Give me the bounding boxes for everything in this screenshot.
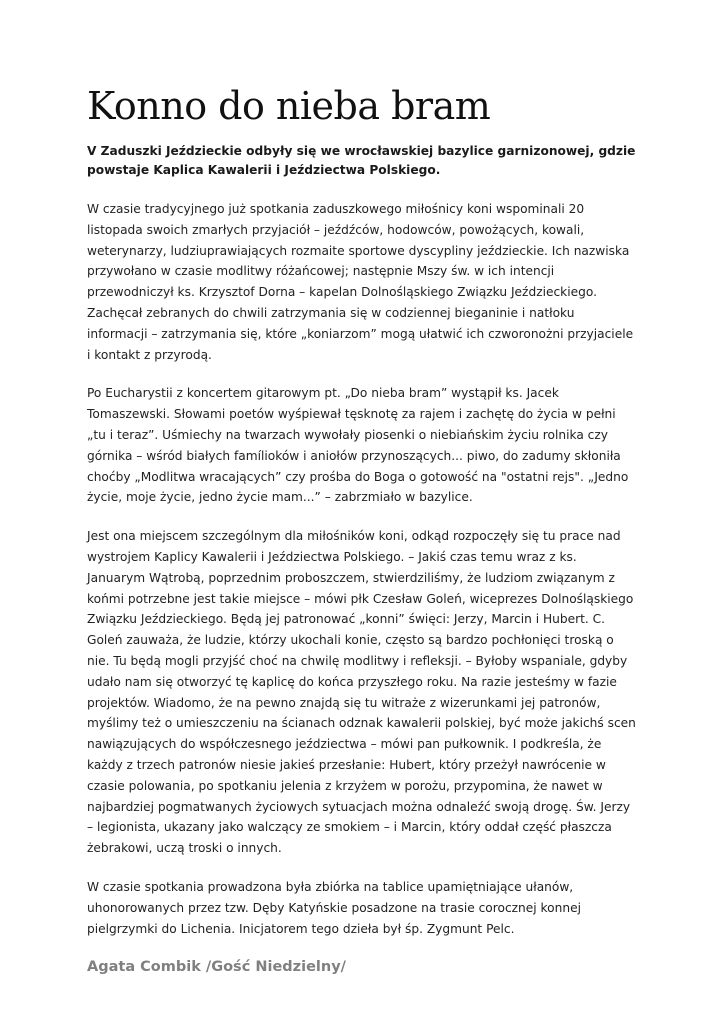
article-paragraph-4: W czasie spotkania prowadzona była zbiórka na tablice upamiętniające ułanów, uhonorowanych przez tzw. Dęby Katyńskie posadzone na trasie corocznej konnej pielgrzymki do Lichenia. Inicjatorem tego dzieła był śp. Zygmunt Pelc. [87, 879, 581, 936]
article-paragraph-3: Jest ona miejscem szczególnym dla miłośników koni, odkąd rozpoczęły się tu prace nad wystrojem Kaplicy Kawalerii i Jeździectwa Polskiego. – Jakiś czas temu wraz z ks. Januarym Wątrobą, poprzednim proboszczem, stwierdziliśmy, że ludziom związanym z końmi potrzebne jest takie miejsce – mówi płk Czesław Goleń, wiceprezes Dolnośląskiego Związku Jeździeckiego. Będą jej patronować „konni” święci: Jerzy, Marcin i Hubert. C. Goleń zauważa, że ludzie, którzy ukochali konie, często są bardzo pochłonięci troską o nie. Tu będą mogli przyjść choć na chwilę modlitwy i refleksji. – Byłoby wspaniale, gdyby udało nam się otworzyć tę kaplicę do końca przyszłego roku. Na razie jesteśmy w fazie projektów. Wiadomo, że na pewno znajdą się tu witraże z wizerunkami jej patronów, myślimy też o umieszczeniu na ścianach odznak kawalerii polskiej, być może jakichś scen nawiązujących do współczesnego jeździectwa – mówi pan pułkownik. I podkreśla, że każdy z trzech patronów niesie jakieś przesłanie: Hubert, który przeżył nawrócenie w czasie polowania, po spotkaniu jelenia z krzyżem w porożu, przypomina, że nawet w najbardziej pogmatwanych życiowych sytuacjach można odnaleźć swoją drogę. Św. Jerzy – legionista, ukazany jako walczący ze smokiem – i Marcin, który oddał część płaszcza żebrakowi, uczą troski o innych. [87, 529, 636, 856]
article-author: Agata Combik /Gość Niedzielny/ [87, 959, 346, 976]
article-paragraph-2: Po Eucharystii z koncertem gitarowym pt. „Do nieba bram” wystąpił ks. Jacek Tomaszewski. Słowami poetów wyśpiewał tęsknotę za rajem i zachętę do życia w pełni „tu i teraz”. Uśmiechy na twarzach wywołały piosenki o niebiańskim życiu rolnika czy górnika – wśród białych famílioków i aniołów przynoszących... piwo, do zadumy skłoniła choćby „Modlitwa wracających” czy prośba do Boga o gotowość na "ostatni rejs". „Jedno życie, moje życie, jedno życie mam...” – zabrzmiało w bazylice. [87, 386, 629, 505]
article-paragraph-1: W czasie tradycyjnego już spotkania zaduszkowego miłośnicy koni wspominali 20 listopada swoich zmarłych przyjaciół – jeźdźców, hodowców, powożących, kowali, weterynarzy, ludziuprawiających rozmaite sportowe dyscypliny jeździeckie. Ich nazwiska przywołano w czasie modlitwy różańcowej; następnie Mszy św. w ich intencji przewodniczył ks. Krzysztof Dorna – kapelan Dolnośląskiego Związku Jeździeckiego. Zachęcał zebranych do chwili zatrzymania się w codziennej bieganinie i natłoku informacji – zatrzymania się, które „koniarzom” mogą ułatwić ich czworonożni przyjaciele i kontakt z przyrodą. [87, 202, 634, 362]
article-lead: V Zaduszki Jeździeckie odbyły się we wrocławskiej bazylice garnizonowej, gdzie powstaje Kaplica Kawalerii i Jeździectwa Polskiego. [87, 144, 636, 177]
article-title: Konno do nieba bram [87, 84, 491, 128]
article [87, 84, 637, 977]
